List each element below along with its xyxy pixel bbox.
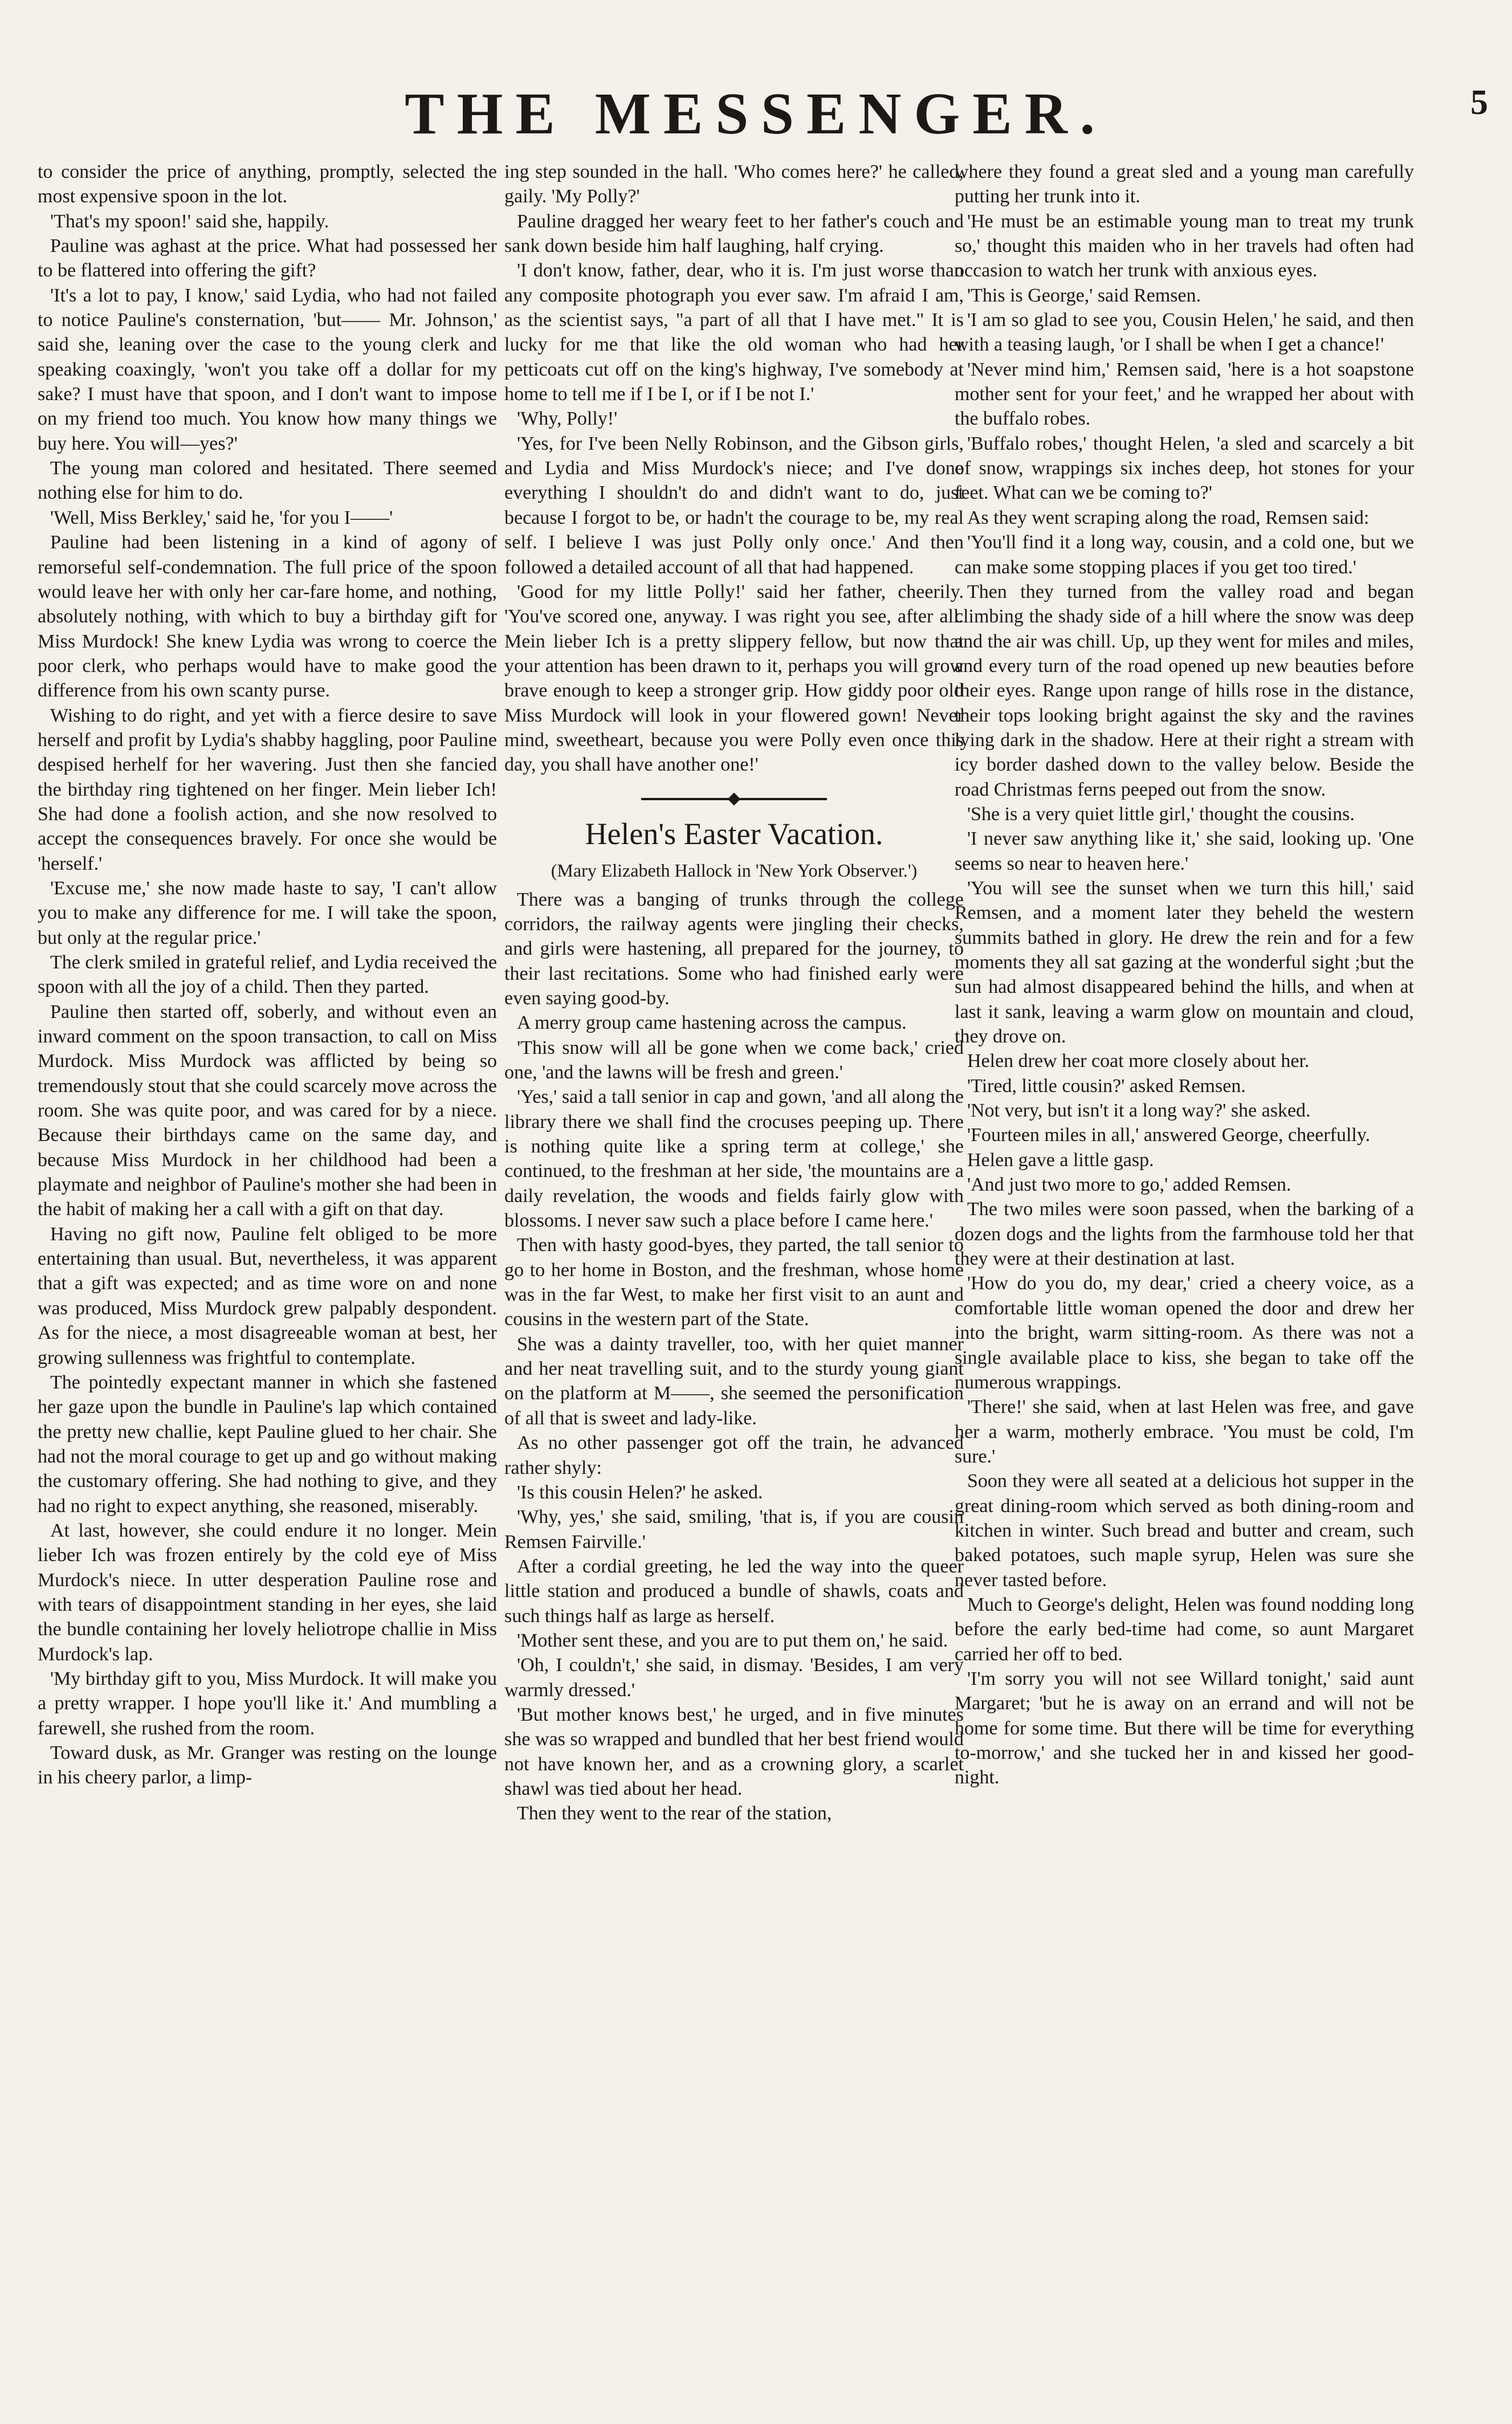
paragraph: She was a dainty traveller, too, with her quiet manner and her neat travelling suit, and to the sturdy young giant on the platform at M——, she seemed the personification of all that is sweet and lady-like. bbox=[504, 1333, 964, 1429]
masthead bbox=[0, 0, 1512, 165]
paragraph: 'She is a very quiet little girl,' thought the cousins. bbox=[967, 803, 1355, 825]
paragraph: Then they turned from the valley road and began climbing the shady side of a hill where the snow was deep and the air was chill. Up, up they went for miles and miles, and every turn of the road opened up new beauties before their eyes. Range upon range of hills rose in the distance, their tops looking bright against the sky and the ravines lying dark in the shadow. Here at their right a stream with icy border dashed down to the valley below. Beside the road Christmas ferns peeped out from the snow. bbox=[955, 581, 1414, 800]
story-body bbox=[504, 887, 964, 1826]
section-divider bbox=[504, 790, 964, 807]
paragraph: Pauline had been listening in a kind of agony of remorseful self-condemnation. The full price of the spoon would leave her with only her car-fare home, and nothing, absolutely nothing, with which to buy a birthday gift for Miss Murdock! She knew Lydia was wrong to coerce the poor clerk, who perhaps would have to make good the difference from his own scanty purse. bbox=[38, 532, 497, 702]
paragraph: 'I am so glad to see you, Cousin Helen,' he said, and then with a teasing laugh, 'or I shall be when I get a chance!' bbox=[955, 309, 1414, 356]
paragraph: 'I never saw anything like it,' she said, looking up. 'One seems so near to heaven here.' bbox=[955, 828, 1414, 874]
paragraph: As they went scraping along the road, Remsen said: bbox=[967, 507, 1370, 528]
paragraph: ing step sounded in the hall. 'Who comes here?' he called, gaily. 'My Polly?' bbox=[504, 161, 964, 207]
paragraph: 'Well, Miss Berkley,' said he, 'for you I——' bbox=[50, 507, 393, 528]
paragraph: 'You'll find it a long way, cousin, and a cold one, but we can make some stopping places if you get too tired.' bbox=[955, 532, 1414, 578]
paragraph: 'Never mind him,' Remsen said, 'here is a hot soapstone mother sent for your feet,' and he wrapped her about with the buffalo robes. bbox=[955, 358, 1414, 430]
paragraph: The pointedly expectant manner in which she fastened her gaze upon the bundle in Pauline's lap which contained the pretty new challie, kept Pauline glued to her chair. She had not the moral courage to get up and go without making the customary offering. She had nothing to give, and they had no right to expect anything, she reasoned, miserably. bbox=[38, 1371, 497, 1517]
paragraph: to consider the price of anything, promptly, selected the most expensive spoon in the lot. bbox=[38, 161, 497, 207]
paragraph: Toward dusk, as Mr. Granger was resting on the lounge in his cheery parlor, a limp- bbox=[38, 1742, 497, 1789]
paragraph: 'He must be an estimable young man to treat my trunk so,' thought this maiden who in her travels had often had occasion to watch her trunk with anxious eyes. bbox=[955, 210, 1414, 282]
paragraph: 'I don't know, father, dear, who it is. I'm just worse than any composite photograph you ever saw. I'm afraid I am, as the scientist says, "a part of all that I have met." It is lucky for me that like the old woman who had her petticoats cut off on the king's highway, I've somebody at home to tell me if I be I, or if I be not I.' bbox=[504, 260, 964, 405]
paragraph: Much to George's delight, Helen was found nodding long before the early bed-time had come, so aunt Margaret carried her off to bed. bbox=[955, 1594, 1414, 1665]
paragraph: 'But mother knows best,' he urged, and in five minutes she was so wrapped and bundled that her best friend would not have known her, and as a crowning glory, a scarlet shawl was tied about her head. bbox=[504, 1704, 964, 1799]
story-heading: Helen's Easter Vacation. bbox=[585, 816, 883, 851]
paragraph: 'This is George,' said Remsen. bbox=[967, 284, 1201, 306]
paragraph: As no other passenger got off the train, he advanced rather shyly: bbox=[504, 1432, 964, 1478]
paragraph: 'You will see the sunset when we turn this hill,' said Remsen, and a moment later they beheld the western summits bathed in glory. He drew the rein and for a few moments they all sat gazing at the wonderful sight ;but the sun had almost disappeared behind the hills, and when at last it sank, leaving a warm glow on mountain and cloud, they drove on. bbox=[955, 877, 1414, 1048]
paragraph: 'How do you do, my dear,' cried a cheery voice, as a comfortable little woman opened the door and drew her into the bright, warm sitting-room. As there was not a single available place to kiss, she began to take off the numerous wrappings. bbox=[955, 1273, 1414, 1393]
page-number: 5 bbox=[1470, 83, 1488, 122]
paragraph: At last, however, she could endure it no longer. Mein lieber Ich was frozen entirely by the cold eye of Miss Murdock's niece. In utter desperation Pauline rose and with tears of disappointment standing in her eyes, she laid the bundle containing her lovely heliotrope challie in Miss Murdock's lap. bbox=[38, 1519, 497, 1665]
paragraph: 'Tired, little cousin?' asked Remsen. bbox=[967, 1075, 1246, 1097]
paragraph: Then they went to the rear of the station, bbox=[517, 1803, 832, 1824]
paragraph: 'Why, yes,' she said, smiling, 'that is, if you are cousin Remsen Fairville.' bbox=[504, 1506, 964, 1553]
column-1 bbox=[38, 160, 497, 1790]
paragraph: 'Good for my little Polly!' said her father, cheerily. 'You've scored one, anyway. I was right you see, after all. Mein lieber Ich is a pretty slippery fellow, but now that your attention has been drawn to it, perhaps you will grow brave enough to keep a stronger grip. How giddy poor old Miss Murdock will look in your flowered gown! Never mind, sweetheart, because you were Polly even once this day, you shall have another one!' bbox=[504, 581, 964, 776]
paragraph: 'Excuse me,' she now made haste to say, 'I can't allow you to make any difference for me. I will take the spoon, but only at the regular price.' bbox=[38, 877, 497, 948]
column-3 bbox=[955, 160, 1414, 1790]
paragraph: 'There!' she said, when at last Helen was free, and gave her a warm, motherly embrace. 'You must be cold, I'm sure.' bbox=[955, 1396, 1414, 1467]
story-byline: (Mary Elizabeth Hallock in 'New York Observer.') bbox=[551, 859, 918, 881]
paragraph: 'Fourteen miles in all,' answered George, cheerfully. bbox=[967, 1125, 1371, 1146]
paragraph: 'Buffalo robes,' thought Helen, 'a sled and scarcely a bit of snow, wrappings six inches deep, hot stones for your feet. What can we be coming to?' bbox=[955, 433, 1414, 504]
paragraph: Having no gift now, Pauline felt obliged to be more entertaining than usual. But, nevertheless, it was apparent that a gift was expected; and as time wore on and none was produced, Miss Murdock grew palpably despondent. As for the niece, a most disagreeable woman at best, her growing sullenness was frightful to contemplate. bbox=[38, 1223, 497, 1368]
paragraph: After a cordial greeting, he led the way into the queer little station and produced a bundle of shawls, coats and such things half as large as herself. bbox=[504, 1555, 964, 1627]
paragraph: 'This snow will all be gone when we come back,' cried one, 'and the lawns will be fresh and green.' bbox=[504, 1037, 964, 1083]
newspaper-title: THE MESSENGER. bbox=[405, 81, 1107, 146]
paragraph: 'I'm sorry you will not see Willard tonight,' said aunt Margaret; 'but he is away on an errand and will not be home for some time. But there will be time for everything to-morrow,' and she tucked her in and kissed her good-night. bbox=[955, 1668, 1414, 1789]
paragraph: 'Oh, I couldn't,' she said, in dismay. 'Besides, I am very warmly dressed.' bbox=[504, 1655, 964, 1701]
paragraph: The clerk smiled in grateful relief, and Lydia received the spoon with all the joy of a child. Then they parted. bbox=[38, 952, 497, 998]
paragraph: 'Yes, for I've been Nelly Robinson, and the Gibson girls, and Lydia and Miss Murdock's niece; and I've done everything I shouldn't do and didn't want to do, just because I forgot to be, or hadn't the courage to be, my real self. I believe I was just Polly only once.' And then followed a detailed account of all that had happened. bbox=[504, 433, 964, 578]
paragraph: Wishing to do right, and yet with a fierce desire to save herself and profit by Lydia's shabby haggling, poor Pauline despised herhelf for her wavering. Just then she fancied the birthday ring tightened on her finger. Mein lieber Ich! She had done a foolish action, and she now resolved to accept the consequences bravely. For once she would be 'herself.' bbox=[38, 704, 497, 874]
paragraph: 'And just two more to go,' added Remsen. bbox=[967, 1174, 1291, 1196]
paragraph: Helen drew her coat more closely about her. bbox=[967, 1050, 1310, 1072]
paragraph: 'Yes,' said a tall senior in cap and gown, 'and all along the library there we shall find the crocuses peeping up. There is nothing quite like a spring term at college,' she continued, to the freshman at her side, 'the mountains are a daily revelation, the woods and fields fairly glow with blossoms. I never saw such a place before I came here.' bbox=[504, 1086, 964, 1232]
paragraph: 'My birthday gift to you, Miss Murdock. It will make you a pretty wrapper. I hope you'll like it.' And mumbling a farewell, she rushed from the room. bbox=[38, 1668, 497, 1739]
paragraph: A merry group came hastening across the campus. bbox=[517, 1012, 907, 1034]
paragraph: The two miles were soon passed, when the barking of a dozen dogs and the lights from the farmhouse told her that they were at their destination at last. bbox=[955, 1199, 1414, 1270]
story-continuation bbox=[504, 160, 964, 777]
paragraph: The young man colored and hesitated. There seemed nothing else for him to do. bbox=[38, 458, 497, 504]
paragraph: 'Not very, but isn't it a long way?' she asked. bbox=[967, 1100, 1311, 1122]
paragraph: Soon they were all seated at a delicious hot supper in the great dining-room which served as both dining-room and kitchen in winter. Such bread and butter and cream, such baked potatoes, such maple syrup, Helen was sure she never tasted before. bbox=[955, 1470, 1414, 1591]
paragraph: 'That's my spoon!' said she, happily. bbox=[50, 210, 329, 232]
paragraph: Helen gave a little gasp. bbox=[967, 1149, 1154, 1171]
paragraph: 'Is this cousin Helen?' he asked. bbox=[517, 1481, 763, 1503]
paragraph: Pauline then started off, soberly, and without even an inward comment on the spoon transaction, to call on Miss Murdock. Miss Murdock was afflicted by being so tremendously stout that she could scarcely move across the room. She was quite poor, and was cared for by a niece. Because their birthdays came on the same day, and because Miss Murdock in her childhood had been a playmate and neighbor of Pauline's mother she had been in the habit of making her a call with a gift on that day. bbox=[38, 1001, 497, 1220]
paragraph: Then with hasty good-byes, they parted, the tall senior to go to her home in Boston, and the freshman, whose home was in the far West, to make her first visit to an aunt and cousins in the western part of the State. bbox=[504, 1235, 964, 1330]
paragraph: Pauline dragged her weary feet to her father's couch and sank down beside him half laughing, half crying. bbox=[504, 210, 964, 257]
paragraph: Pauline was aghast at the price. What had possessed her to be flattered into offering the gift? bbox=[38, 235, 497, 282]
paragraph: 'Why, Polly!' bbox=[517, 408, 618, 430]
paragraph: 'It's a lot to pay, I know,' said Lydia, who had not failed to notice Pauline's consternation, 'but—— Mr. Johnson,' said she, leaning over the case to the young clerk and speaking coaxingly, 'won't you take off a dollar for my sake? I must have that spoon, and I don't want to impose on my friend too much. You know how many things we buy here. You will—yes?' bbox=[38, 284, 497, 454]
column-2 bbox=[504, 160, 964, 1826]
paragraph: 'Mother sent these, and you are to put them on,' he said. bbox=[517, 1629, 948, 1651]
paragraph: where they found a great sled and a young man carefully putting her trunk into it. bbox=[955, 161, 1414, 207]
paragraph: There was a banging of trunks through the college corridors, the railway agents were jingling their checks, and girls were hastening, all prepared for the journey, to their last recitations. Some who had finished early were even saying good-by. bbox=[504, 889, 964, 1009]
